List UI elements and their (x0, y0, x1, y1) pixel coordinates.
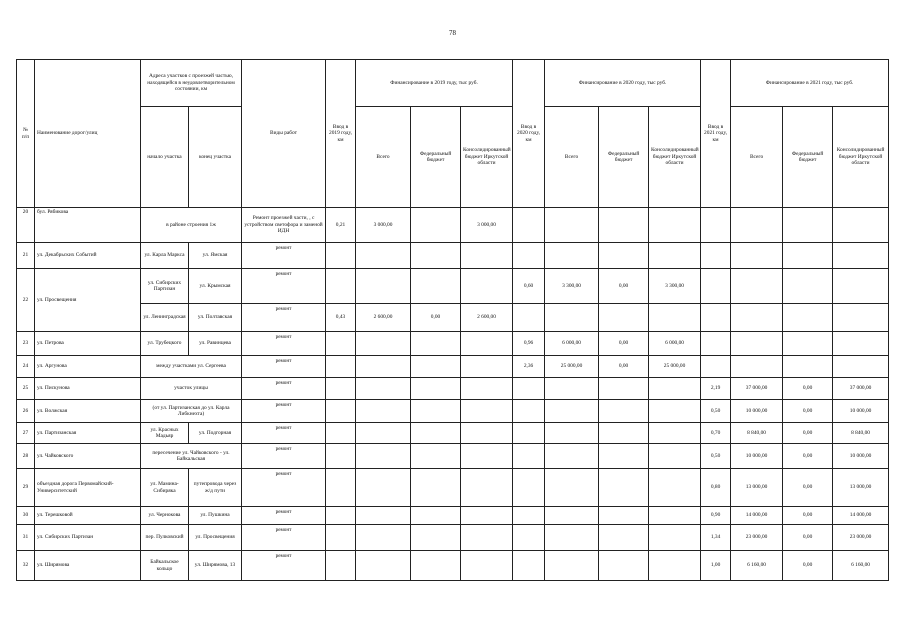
section-end: ул. Подгорная (189, 423, 242, 444)
road-name: бул. Рябикова (35, 208, 141, 243)
header-federal-2019: Федеральный бюджет (411, 107, 461, 208)
federal-2021 (783, 356, 833, 378)
section-end: ул. Просвещения (189, 525, 242, 551)
input-2020 (513, 469, 545, 507)
input-2020 (513, 444, 545, 469)
input-2019 (326, 378, 356, 400)
input-2021 (701, 304, 731, 332)
federal-2020 (599, 208, 649, 243)
work-type: ремонт (275, 509, 292, 515)
federal-2019 (411, 469, 461, 507)
consolidated-2020 (649, 469, 701, 507)
consolidated-2021 (833, 356, 889, 378)
section-end: путепровода через ж/д пути (189, 469, 242, 507)
consolidated-2020: 6 000,00 (649, 332, 701, 356)
table-row (17, 332, 889, 356)
consolidated-2019: 2 600,00 (461, 304, 513, 332)
section-end: ул. Пушкина (189, 507, 242, 525)
total-2021 (731, 304, 783, 332)
input-2020 (513, 507, 545, 525)
table-row (17, 356, 889, 378)
total-2019 (356, 423, 411, 444)
work-type-cell (242, 507, 326, 525)
federal-2021 (783, 304, 833, 332)
header-consolidated-2021: Консолидированный бюджет Иркутской области (833, 107, 889, 208)
row-number: 21 (17, 243, 35, 269)
section-start: ул. Чернокова (141, 507, 189, 525)
section-start: Байкальское кольцо (141, 551, 189, 581)
input-2021: 0,90 (701, 507, 731, 525)
header-total-2019: Всего (356, 107, 411, 208)
header-section: Адреса участков с проезжей частью, находящейся в неудовлетворительном состоянии, км (141, 60, 242, 107)
federal-2020: 0,00 (599, 356, 649, 378)
work-type: ремонт (275, 358, 292, 364)
consolidated-2020 (649, 304, 701, 332)
consolidated-2020 (649, 378, 701, 400)
federal-2019 (411, 400, 461, 423)
row-number: 28 (17, 444, 35, 469)
total-2021: 13 000,00 (731, 469, 783, 507)
total-2021 (731, 243, 783, 269)
section-start: ул. Сибирских Партизан (141, 269, 189, 304)
total-2019 (356, 378, 411, 400)
federal-2021: 0,00 (783, 378, 833, 400)
total-2019 (356, 444, 411, 469)
input-2020 (513, 400, 545, 423)
total-2021: 10 000,00 (731, 444, 783, 469)
row-number: 26 (17, 400, 35, 423)
consolidated-2020 (649, 507, 701, 525)
federal-2021: 0,00 (783, 444, 833, 469)
consolidated-2021: 14 000,00 (833, 507, 889, 525)
input-2019 (326, 525, 356, 551)
total-2020: 3 300,00 (545, 269, 599, 304)
federal-2020 (599, 444, 649, 469)
work-type: ремонт (275, 271, 292, 277)
table-row (17, 378, 889, 400)
work-type-cell (242, 551, 326, 581)
section-range: между участками ул. Сергеева (141, 356, 242, 378)
section-start: ул. Красных Мадьяр (141, 423, 189, 444)
consolidated-2021 (833, 243, 889, 269)
work-type: ремонт (275, 553, 292, 559)
total-2019: 3 000,00 (356, 208, 411, 243)
consolidated-2021: 10 000,00 (833, 444, 889, 469)
road-repair-table (16, 59, 889, 581)
consolidated-2019: 3 000,00 (461, 208, 513, 243)
total-2020: 6 000,00 (545, 332, 599, 356)
table-row (17, 423, 889, 444)
total-2020 (545, 423, 599, 444)
work-type-cell (242, 304, 326, 332)
total-2019 (356, 551, 411, 581)
consolidated-2021 (833, 332, 889, 356)
federal-2020 (599, 304, 649, 332)
header-total-2021: Всего (731, 107, 783, 208)
total-2020: 25 000,00 (545, 356, 599, 378)
header-finance-2020: Финансирование в 2020 году, тыс руб. (545, 60, 701, 107)
header-road: Наименование дорог/улиц (35, 60, 141, 208)
road-name: ул. Волжская (35, 400, 141, 423)
input-2020 (513, 525, 545, 551)
work-type: ремонт (275, 306, 292, 312)
total-2021: 10 000,00 (731, 400, 783, 423)
road-name: ул. Петрова (35, 332, 141, 356)
total-2019 (356, 507, 411, 525)
input-2019 (326, 269, 356, 304)
work-type: ремонт (275, 527, 292, 533)
total-2021: 8 840,00 (731, 423, 783, 444)
federal-2020 (599, 378, 649, 400)
work-type-cell (242, 423, 326, 444)
consolidated-2019 (461, 507, 513, 525)
input-2020 (513, 208, 545, 243)
federal-2020 (599, 243, 649, 269)
input-2019 (326, 423, 356, 444)
work-type-cell (242, 378, 326, 400)
row-number: 30 (17, 507, 35, 525)
header-input-2021: Ввод в 2021 году, км (701, 60, 731, 208)
input-2019 (326, 332, 356, 356)
input-2021: 0,50 (701, 400, 731, 423)
input-2019 (326, 551, 356, 581)
consolidated-2020 (649, 423, 701, 444)
input-2021 (701, 332, 731, 356)
total-2019 (356, 269, 411, 304)
road-name: ул. Чайковского (35, 444, 141, 469)
consolidated-2019 (461, 378, 513, 400)
total-2021 (731, 208, 783, 243)
input-2020 (513, 551, 545, 581)
input-2019 (326, 507, 356, 525)
consolidated-2021: 13 000,00 (833, 469, 889, 507)
header-consolidated-2019: Консолидированный бюджет Иркутской области (461, 107, 513, 208)
work-type: ремонт (275, 425, 292, 431)
consolidated-2019 (461, 332, 513, 356)
road-name: ул. Ширямова (35, 551, 141, 581)
total-2019 (356, 243, 411, 269)
row-number: 25 (17, 378, 35, 400)
input-2019 (326, 444, 356, 469)
header-consolidated-2020: Консолидированный бюджет Иркутской области (649, 107, 701, 208)
total-2019 (356, 525, 411, 551)
total-2019 (356, 469, 411, 507)
federal-2020 (599, 469, 649, 507)
road-name: ул. Терешковой (35, 507, 141, 525)
section-range: участок улицы (141, 378, 242, 400)
work-type: Ремонт проезжей части, , с устройством светофора и заменой ИДН (242, 208, 326, 243)
consolidated-2019 (461, 551, 513, 581)
total-2021: 23 000,00 (731, 525, 783, 551)
table-row (17, 551, 889, 581)
row-number: 27 (17, 423, 35, 444)
input-2021: 0,50 (701, 444, 731, 469)
input-2020 (513, 423, 545, 444)
work-type-cell (242, 525, 326, 551)
total-2020 (545, 469, 599, 507)
federal-2019 (411, 378, 461, 400)
federal-2020 (599, 551, 649, 581)
input-2019: 0,21 (326, 208, 356, 243)
header-start: начало участка (141, 107, 189, 208)
consolidated-2021 (833, 304, 889, 332)
work-type: ремонт (275, 245, 292, 251)
federal-2019 (411, 507, 461, 525)
total-2019 (356, 356, 411, 378)
input-2020 (513, 378, 545, 400)
federal-2019: 0,00 (411, 304, 461, 332)
section-start: ул. Трубецкого (141, 332, 189, 356)
federal-2019 (411, 208, 461, 243)
road-name: ул. Декабрьских Событий (35, 243, 141, 269)
federal-2019 (411, 332, 461, 356)
road-name: ул. Пискунова (35, 378, 141, 400)
header-finance-2021: Финансирование в 2021 году, тыс руб. (731, 60, 889, 107)
road-name: ул. Просвещения (35, 269, 141, 332)
road-name: ул. Аргунова (35, 356, 141, 378)
federal-2021: 0,00 (783, 525, 833, 551)
table-row (17, 304, 889, 332)
table-row (17, 208, 889, 243)
federal-2020 (599, 400, 649, 423)
consolidated-2019 (461, 444, 513, 469)
total-2020 (545, 208, 599, 243)
total-2021: 14 000,00 (731, 507, 783, 525)
federal-2021: 0,00 (783, 400, 833, 423)
work-type-cell (242, 469, 326, 507)
input-2021 (701, 269, 731, 304)
work-type-cell (242, 400, 326, 423)
total-2021 (731, 332, 783, 356)
section-end: ул. Равинцева (189, 332, 242, 356)
work-type-cell (242, 332, 326, 356)
section-start: пер. Пулковский (141, 525, 189, 551)
total-2020 (545, 378, 599, 400)
row-number: 22 (17, 269, 35, 332)
header-federal-2021: Федеральный бюджет (783, 107, 833, 208)
total-2020 (545, 551, 599, 581)
header-works: Виды работ (242, 60, 326, 208)
consolidated-2021 (833, 269, 889, 304)
header-federal-2020: Федеральный бюджет (599, 107, 649, 208)
consolidated-2019 (461, 525, 513, 551)
work-type: ремонт (275, 471, 292, 477)
total-2019 (356, 332, 411, 356)
input-2019: 0,43 (326, 304, 356, 332)
page-number: 78 (449, 29, 456, 37)
federal-2021 (783, 269, 833, 304)
consolidated-2020 (649, 444, 701, 469)
work-type-cell (242, 243, 326, 269)
header-num: № п/п (17, 60, 35, 208)
consolidated-2019 (461, 243, 513, 269)
input-2019 (326, 469, 356, 507)
federal-2019 (411, 243, 461, 269)
federal-2020 (599, 423, 649, 444)
header-input-2019: Ввод в 2019 году, км (326, 60, 356, 208)
total-2021: 6 160,00 (731, 551, 783, 581)
federal-2020 (599, 507, 649, 525)
row-number: 23 (17, 332, 35, 356)
section-start: ул. Карла Маркса (141, 243, 189, 269)
federal-2021: 0,00 (783, 423, 833, 444)
header-finance-2019: Финансирование в 2019 году, тыс руб. (356, 60, 513, 107)
input-2020: 0,60 (513, 269, 545, 304)
total-2020 (545, 304, 599, 332)
federal-2019 (411, 269, 461, 304)
consolidated-2020 (649, 551, 701, 581)
total-2020 (545, 507, 599, 525)
work-type: ремонт (275, 380, 292, 386)
input-2021: 2,19 (701, 378, 731, 400)
road-name: ул. Сибирских Партизан (35, 525, 141, 551)
consolidated-2021 (833, 208, 889, 243)
federal-2021: 0,00 (783, 469, 833, 507)
work-type-cell (242, 356, 326, 378)
section-start: ул. Ленинградская (141, 304, 189, 332)
federal-2019 (411, 356, 461, 378)
header-total-2020: Всего (545, 107, 599, 208)
table-row (17, 444, 889, 469)
road-name: объездная дорога Первомайский-Университетский (35, 469, 141, 507)
consolidated-2021: 10 000,00 (833, 400, 889, 423)
total-2020 (545, 243, 599, 269)
input-2021: 0,70 (701, 423, 731, 444)
section-range: пересечение ул. Чайковского - ул. Байкальская (141, 444, 242, 469)
work-type-cell (242, 269, 326, 304)
section-end: ул. Полтавская (189, 304, 242, 332)
input-2019 (326, 400, 356, 423)
total-2020 (545, 444, 599, 469)
consolidated-2021: 23 000,00 (833, 525, 889, 551)
row-number: 32 (17, 551, 35, 581)
input-2019 (326, 243, 356, 269)
section-end: ул. Крымская (189, 269, 242, 304)
section-range: в районе строения 1ж (141, 208, 242, 243)
federal-2021: 0,00 (783, 551, 833, 581)
input-2021 (701, 356, 731, 378)
consolidated-2021: 6 160,00 (833, 551, 889, 581)
table-row (17, 507, 889, 525)
total-2021 (731, 356, 783, 378)
consolidated-2019 (461, 423, 513, 444)
table-row (17, 243, 889, 269)
consolidated-2020 (649, 525, 701, 551)
input-2021: 1,00 (701, 551, 731, 581)
input-2020 (513, 304, 545, 332)
section-start: ул. Мамина-Сибиряка (141, 469, 189, 507)
consolidated-2020 (649, 243, 701, 269)
header-end: конец участка (189, 107, 242, 208)
federal-2021: 0,00 (783, 507, 833, 525)
consolidated-2019 (461, 469, 513, 507)
row-number: 29 (17, 469, 35, 507)
work-type: ремонт (275, 402, 292, 408)
table-row (17, 469, 889, 507)
total-2019: 2 600,00 (356, 304, 411, 332)
work-type: ремонт (275, 334, 292, 340)
total-2021: 37 000,00 (731, 378, 783, 400)
input-2020 (513, 243, 545, 269)
road-name: ул. Партизанская (35, 423, 141, 444)
input-2020: 2,36 (513, 356, 545, 378)
federal-2019 (411, 444, 461, 469)
total-2021 (731, 269, 783, 304)
federal-2020: 0,00 (599, 269, 649, 304)
row-number: 24 (17, 356, 35, 378)
consolidated-2020 (649, 208, 701, 243)
consolidated-2020: 25 000,00 (649, 356, 701, 378)
federal-2019 (411, 423, 461, 444)
federal-2021 (783, 208, 833, 243)
work-type: ремонт (275, 446, 292, 452)
work-type-cell (242, 444, 326, 469)
consolidated-2019 (461, 400, 513, 423)
input-2021 (701, 208, 731, 243)
federal-2020: 0,00 (599, 332, 649, 356)
total-2019 (356, 400, 411, 423)
federal-2021 (783, 332, 833, 356)
header-input-2020: Ввод в 2020 году, км (513, 60, 545, 208)
section-end: ул. Ямская (189, 243, 242, 269)
federal-2021 (783, 243, 833, 269)
federal-2020 (599, 525, 649, 551)
row-number: 31 (17, 525, 35, 551)
input-2020: 0,96 (513, 332, 545, 356)
consolidated-2020 (649, 400, 701, 423)
table-row (17, 400, 889, 423)
consolidated-2020: 3 300,00 (649, 269, 701, 304)
total-2020 (545, 525, 599, 551)
row-number: 20 (17, 208, 35, 243)
input-2019 (326, 356, 356, 378)
total-2020 (545, 400, 599, 423)
section-range: (от ул. Партизанская до ул. Карла Либкнехта) (141, 400, 242, 423)
federal-2019 (411, 551, 461, 581)
table-row (17, 269, 889, 304)
federal-2019 (411, 525, 461, 551)
input-2021: 1,34 (701, 525, 731, 551)
consolidated-2021: 8 840,00 (833, 423, 889, 444)
section-end: ул. Ширямова, 13 (189, 551, 242, 581)
consolidated-2019 (461, 356, 513, 378)
consolidated-2021: 37 000,00 (833, 378, 889, 400)
input-2021 (701, 243, 731, 269)
table-row (17, 525, 889, 551)
consolidated-2019 (461, 269, 513, 304)
input-2021: 0,80 (701, 469, 731, 507)
